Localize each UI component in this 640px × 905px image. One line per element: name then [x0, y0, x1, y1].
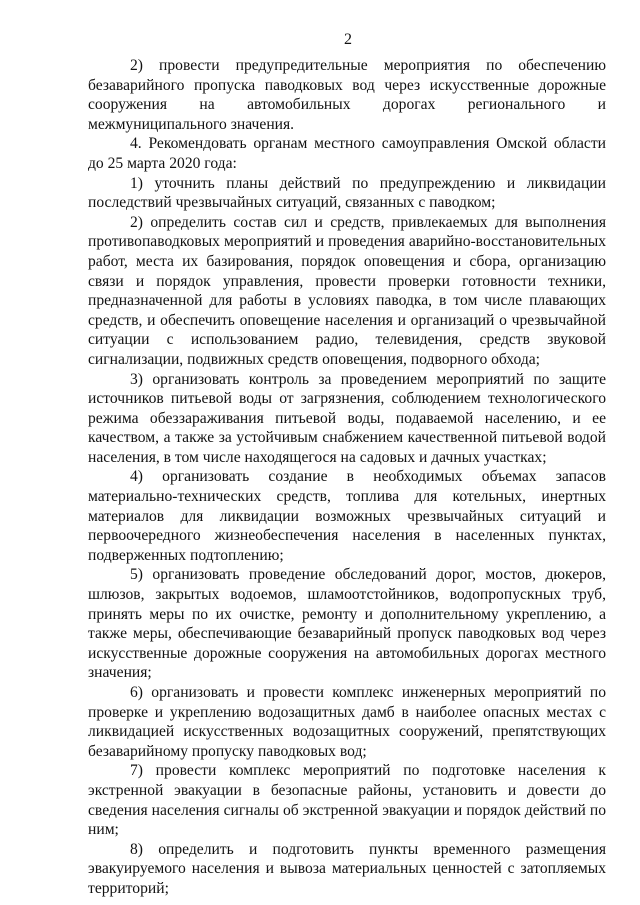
paragraph-item-2-bridges: 2) провести предупредительные мероприятия по обеспечению безаварийного пропуска паводковых вод через искусственные дорожные сооружения на автомобильных дорогах регионального и межмуниципального значения.	[88, 57, 606, 133]
paragraph-item-7-evacuation: 7) провести комплекс мероприятий по подготовке населения к экстренной эвакуации в безопасные районы, установить и довести до сведения населения сигналы об экстренной эвакуации и порядок действий по ним;	[88, 762, 606, 839]
paragraph-item-6-dams: 6) организовать и провести комплекс инженерных мероприятий по проверке и укреплению водозащитных дамб в наиболее опасных местах с ликвидацией искусственных водозащитных сооружений, препятствующих безаварийному пропуску паводковых вод;	[88, 684, 606, 760]
paragraph-item-3-water-control: 3) организовать контроль за проведением мероприятий по защите источников питьевой воды от загрязнения, соблюдением технологического режима обеззараживания питьевой воды, подаваемой населению, и ее качеством, а также за устойчивым снабжением качественной питьевой водой населения, в том числе находящегося на садовых и дачных участках;	[88, 370, 606, 466]
paragraph-item-2-forces: 2) определить состав сил и средств, привлекаемых для выполнения противопаводковых мероприятий и проведения аварийно-восстановительных работ, места их базирования, порядок оповещения и сбора, организацию связи и порядок управления, провести проверки готовности техники, предназначенной для работы в условиях паводка, в том числе плавающих средств, и обеспечить оповещение населения и организаций о чрезвычайной ситуации с использованием радио, телевидения, средств звуковой сигнализации, подвижных средств оповещения, подворного обхода;	[88, 213, 606, 368]
document-page	[88, 30, 606, 899]
paragraph-item-4-reserves: 4) организовать создание в необходимых объемах запасов материально-технических средств, топлива для котельных, инертных материалов для ликвидации возможных чрезвычайных ситуаций и первоочередного жизнеобеспечения населения в населенных пунктах, подверженных подтоплению;	[88, 468, 606, 564]
paragraph-section-4-intro: 4. Рекомендовать органам местного самоуправления Омской области до 25 марта 2020 года:	[88, 135, 606, 172]
paragraph-item-1-plans: 1) уточнить планы действий по предупреждению и ликвидации последствий чрезвычайных ситуаций, связанных с паводком;	[88, 174, 606, 212]
paragraph-item-5-road-inspection: 5) организовать проведение обследований дорог, мостов, дюкеров, шлюзов, закрытых водоемов, шламоотстойников, водопропускных труб, принять меры по их очистке, ремонту и дополнительному укреплению, а также меры, обеспечивающие безаварийный пропуск паводковых вод через искусственные дорожные сооружения на автомобильных дорогах местного значения;	[88, 566, 606, 682]
paragraph-item-8-shelters: 8) определить и подготовить пункты временного размещения эвакуируемого населения и вывоза материальных ценностей с затопляемых территорий;	[88, 840, 606, 897]
page-number: 2	[344, 31, 352, 48]
